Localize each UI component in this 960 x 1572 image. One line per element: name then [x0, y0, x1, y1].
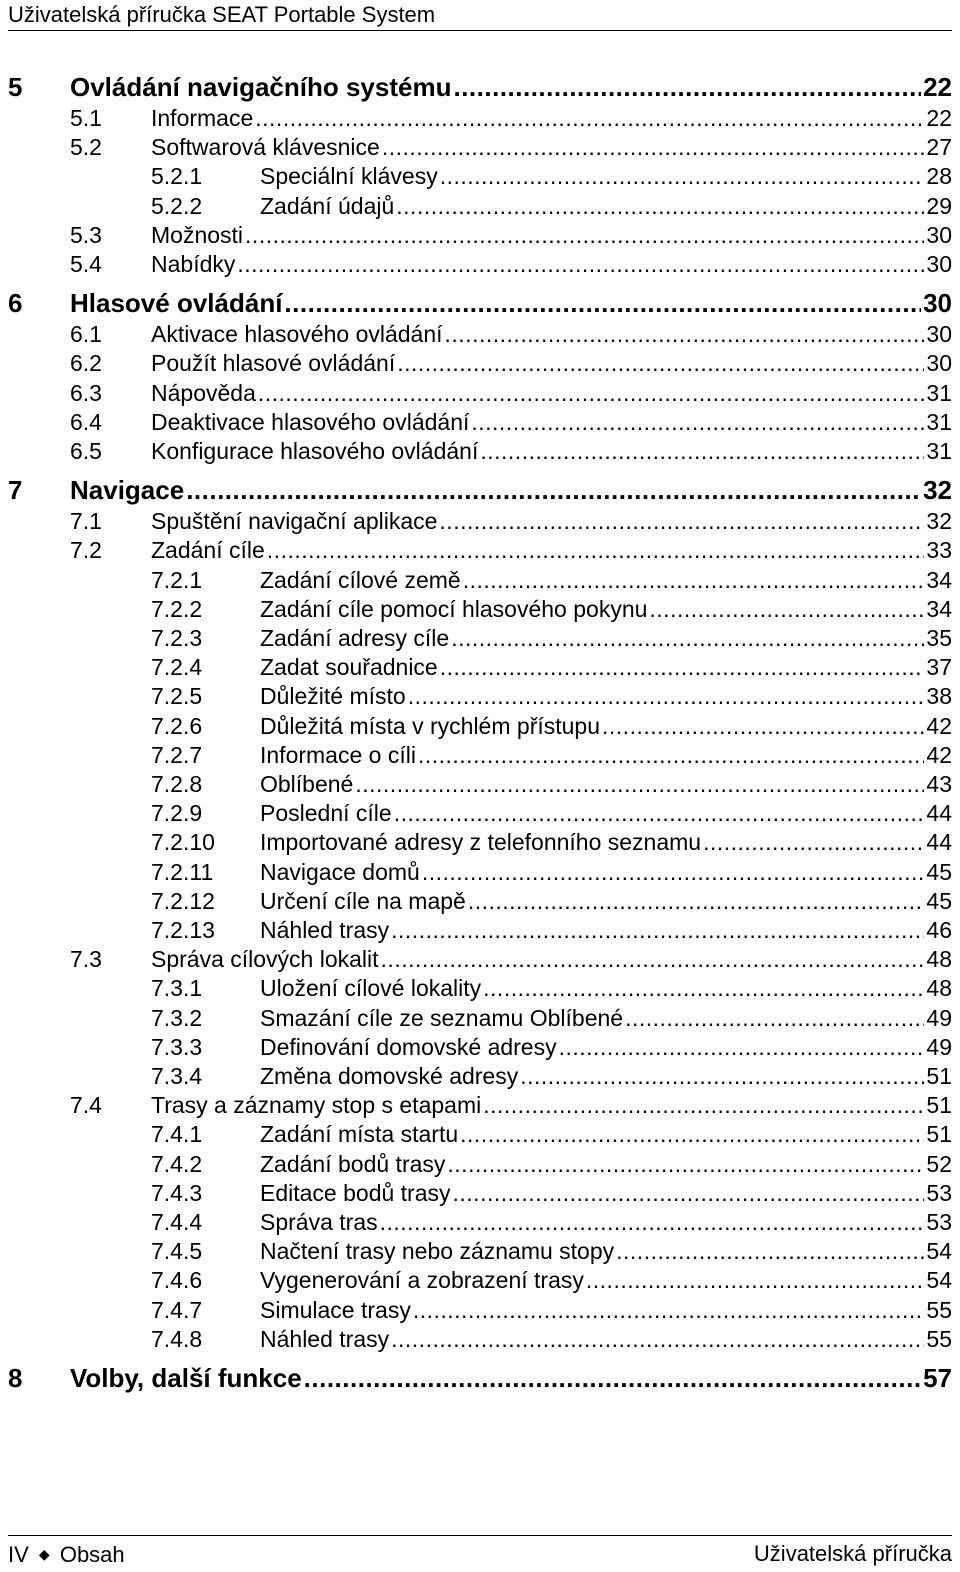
toc-entry-number: 7.2.11: [151, 858, 214, 885]
toc-leader-dots: [422, 858, 925, 887]
toc-leader-dots: [391, 916, 924, 945]
toc-entry[interactable]: [0, 1237, 952, 1266]
toc-entry-title: Vygenerování a zobrazení trasy: [260, 1267, 584, 1294]
toc-entry-number: 7.4.4: [151, 1209, 203, 1235]
toc-entry-body: [151, 349, 952, 378]
toc-entry-body: [151, 1091, 952, 1120]
toc-entry[interactable]: [0, 221, 952, 250]
toc-entry-body: [260, 1033, 952, 1062]
toc-leader-dots: [258, 379, 925, 408]
toc-entry-body: [151, 379, 952, 408]
toc-entry-body: [260, 1208, 952, 1237]
toc-leader-dots: [616, 1237, 924, 1266]
toc-entry[interactable]: [0, 320, 952, 349]
toc-entry-page: 51: [926, 1063, 952, 1089]
toc-entry-title: Navigace: [70, 475, 185, 506]
toc-leader-dots: [586, 1266, 925, 1295]
toc-entry-title: Nabídky: [151, 251, 236, 277]
toc-leader-dots: [463, 566, 925, 595]
toc-leader-dots: [396, 192, 924, 221]
toc-entry-body: [260, 974, 952, 1003]
toc-leader-dots: [649, 595, 924, 624]
toc-entry-body: [260, 1266, 952, 1295]
toc-entry[interactable]: [0, 741, 952, 770]
toc-entry-number: 7.4.3: [151, 1179, 203, 1206]
toc-entry-number: 5.3: [70, 221, 102, 248]
toc-entry-page: 38: [926, 683, 952, 710]
toc-entry-body: [260, 1120, 952, 1149]
toc-entry-page: 46: [926, 917, 952, 943]
toc-entry[interactable]: [0, 1033, 952, 1062]
toc-entry-page: 51: [926, 1092, 952, 1119]
toc-entry-title: Importované adresy z telefonního seznamu: [260, 829, 702, 856]
toc-entry-body: [151, 536, 952, 565]
toc-entry-title: Zadání místa startu: [260, 1121, 459, 1148]
footer-left: [8, 1541, 125, 1568]
toc-entry-body: [260, 1062, 952, 1091]
toc-entry-number: 7.3.4: [151, 1063, 203, 1089]
toc-entry-title: Trasy a záznamy stop s etapami: [151, 1092, 482, 1119]
toc-entry[interactable]: [0, 887, 952, 916]
toc-entry-number: 7.2.1: [151, 566, 203, 593]
toc-entry-title: Poslední cíle: [260, 800, 392, 827]
toc-entry-page: 55: [926, 1296, 952, 1323]
toc-leader-dots: [460, 1120, 924, 1149]
toc-chapter[interactable]: [0, 1361, 952, 1395]
toc-entry-title: Konfigurace hlasového ovládání: [151, 438, 479, 464]
page-header: [8, 0, 952, 31]
toc-entry-page: 49: [926, 1004, 952, 1031]
toc-entry-page: 48: [926, 975, 952, 1002]
toc-entry[interactable]: [0, 437, 952, 466]
footer-section: Obsah: [59, 1542, 125, 1567]
toc-entry-page: 35: [926, 625, 952, 651]
toc-entry-title: Informace: [151, 105, 254, 131]
toc-entry-body: [151, 104, 952, 133]
toc-entry-title: Navigace domů: [260, 858, 420, 885]
toc-entry[interactable]: [0, 682, 952, 711]
toc-entry[interactable]: [0, 192, 952, 221]
toc-entry-page: 45: [926, 858, 952, 885]
toc-entry[interactable]: [0, 162, 952, 191]
toc-entry-number: 5.2.2: [151, 192, 203, 219]
toc-leader-dots: [483, 974, 924, 1003]
toc-leader-dots: [520, 1062, 924, 1091]
toc-entry-number: 6.3: [70, 379, 102, 406]
toc-entry-title: Nápověda: [151, 379, 256, 406]
toc-entry-page: 30: [926, 251, 952, 277]
toc-entry-number: 7.2.8: [151, 771, 203, 797]
toc-leader-dots: [355, 770, 924, 799]
toc-entry-body: [260, 192, 952, 221]
toc-entry-page: 51: [926, 1121, 952, 1148]
toc-entry-title: Zadání údajů: [260, 192, 395, 219]
toc-leader-dots: [559, 1033, 925, 1062]
toc-entry-number: 7.2: [70, 537, 102, 564]
toc-entry-title: Určení cíle na mapě: [260, 887, 466, 914]
toc-entry-title: Oblíbené: [260, 771, 354, 797]
toc-entry-number: 7.4: [70, 1092, 102, 1119]
toc-entry-title: Zadání bodů trasy: [260, 1150, 446, 1177]
toc-entry[interactable]: [0, 1208, 952, 1237]
toc-entry-page: 32: [923, 475, 952, 506]
toc-entry-body: [260, 770, 952, 799]
toc-entry-number: 7.1: [70, 508, 102, 535]
toc-entry-title: Zadání cílové země: [260, 566, 461, 593]
toc-entry-page: 44: [926, 800, 952, 827]
toc-entry-page: 31: [926, 379, 952, 406]
toc-entry-number: 7.3: [70, 946, 102, 973]
document-title: Uživatelská příručka SEAT Portable System: [8, 2, 436, 27]
toc-entry-title: Informace o cíli: [260, 741, 416, 768]
toc-entry-number: 5.4: [70, 251, 102, 277]
toc-entry[interactable]: [0, 408, 952, 437]
toc-leader-dots: [408, 682, 925, 711]
toc-entry-page: 44: [926, 829, 952, 856]
toc-entry-number: 7.2.2: [151, 595, 203, 622]
toc-entry-number: 5.1: [70, 105, 102, 131]
toc-entry-title: Náhled trasy: [260, 1325, 390, 1352]
toc-chapter[interactable]: [0, 70, 952, 104]
toc-entry-number: 5: [8, 72, 23, 102]
toc-entry-page: 33: [926, 537, 952, 564]
toc-entry[interactable]: [0, 712, 952, 741]
toc-entry-number: 7: [8, 475, 23, 506]
toc-entry-page: 54: [926, 1267, 952, 1294]
toc-entry-title: Softwarová klávesnice: [151, 134, 380, 161]
toc-leader-dots: [451, 624, 924, 653]
toc-leader-dots: [483, 1091, 924, 1120]
toc-entry-title: Načtení trasy nebo záznamu stopy: [260, 1238, 615, 1265]
toc-entry-page: 53: [926, 1179, 952, 1206]
toc-entry-body: [260, 1179, 952, 1208]
toc-entry-title: Simulace trasy: [260, 1296, 411, 1323]
toc-entry-body: [70, 1361, 952, 1395]
toc-entry-body: [260, 1150, 952, 1179]
toc-entry-body: [70, 286, 952, 320]
toc-entry-body: [151, 133, 952, 162]
toc-leader-dots: [445, 320, 925, 349]
toc-entry[interactable]: [0, 1062, 952, 1091]
toc-entry-page: 22: [923, 72, 952, 102]
toc-entry-body: [260, 624, 952, 653]
toc-leader-dots: [245, 221, 924, 250]
toc-leader-dots: [453, 1179, 925, 1208]
toc-entry-title: Změna domovské adresy: [260, 1063, 519, 1089]
toc-entry-number: 6.4: [70, 408, 102, 435]
toc-entry[interactable]: [0, 945, 952, 974]
toc-entry-body: [151, 320, 952, 349]
toc-leader-dots: [284, 286, 921, 320]
toc-leader-dots: [418, 741, 924, 770]
toc-leader-dots: [447, 1150, 924, 1179]
toc-entry-page: 55: [926, 1325, 952, 1352]
toc-entry-body: [260, 1004, 952, 1033]
toc-entry[interactable]: [0, 133, 952, 162]
toc-leader-dots: [471, 408, 924, 437]
toc-entry-title: Důležitá místa v rychlém přístupu: [260, 712, 601, 739]
toc-entry-title: Hlasové ovládání: [70, 288, 283, 319]
toc-leader-dots: [382, 133, 925, 162]
diamond-icon: ◆: [38, 1546, 50, 1562]
toc-entry-page: 31: [926, 408, 952, 435]
toc-entry-number: 6.1: [70, 321, 102, 348]
toc-entry-page: 22: [926, 105, 952, 131]
toc-entry-title: Zadání cíle pomocí hlasového pokynu: [260, 595, 648, 622]
toc-entry-number: 7.2.3: [151, 625, 203, 651]
toc-entry-number: 5.2: [70, 134, 102, 161]
toc-entry-body: [151, 221, 952, 250]
toc-entry-body: [260, 1325, 952, 1354]
toc-entry-title: Použít hlasové ovládání: [151, 350, 396, 377]
toc-entry-title: Zadání adresy cíle: [260, 625, 450, 651]
toc-entry-number: 7.2.6: [151, 712, 203, 739]
toc-leader-dots: [237, 250, 924, 279]
toc-entry-page: 42: [926, 741, 952, 768]
toc-entry[interactable]: [0, 624, 952, 653]
toc-entry-body: [151, 945, 952, 974]
toc-entry-title: Správa cílových lokalit: [151, 946, 379, 973]
toc-entry-page: 42: [926, 712, 952, 739]
toc-leader-dots: [453, 70, 921, 104]
toc-entry-number: 7.4.6: [151, 1267, 203, 1294]
toc-entry-number: 7.3.2: [151, 1004, 203, 1031]
toc-entry[interactable]: [0, 1296, 952, 1325]
toc-entry[interactable]: [0, 1120, 952, 1149]
toc-entry-body: [151, 408, 952, 437]
toc-entry[interactable]: [0, 828, 952, 857]
toc-entry-body: [260, 858, 952, 887]
toc-entry-body: [151, 507, 952, 536]
toc-entry-body: [260, 595, 952, 624]
toc-entry[interactable]: [0, 349, 952, 378]
toc-entry[interactable]: [0, 653, 952, 682]
toc-leader-dots: [255, 104, 924, 133]
toc-entry-body: [260, 828, 952, 857]
toc-entry-title: Možnosti: [151, 221, 244, 248]
toc-entry[interactable]: [0, 536, 952, 565]
toc-entry-title: Zadat souřadnice: [260, 654, 438, 681]
toc-entry[interactable]: [0, 507, 952, 536]
toc-leader-dots: [304, 1361, 921, 1395]
toc-entry-title: Náhled trasy: [260, 917, 390, 943]
toc-leader-dots: [625, 1004, 924, 1033]
toc-leader-dots: [440, 162, 925, 191]
toc-entry-title: Uložení cílové lokality: [260, 975, 482, 1002]
toc-entry-body: [260, 653, 952, 682]
toc-entry-number: 7.2.4: [151, 654, 203, 681]
toc-leader-dots: [413, 1296, 925, 1325]
toc-leader-dots: [380, 1208, 925, 1237]
toc-entry[interactable]: [0, 1004, 952, 1033]
toc-leader-dots: [468, 887, 925, 916]
toc-entry-title: Definování domovské adresy: [260, 1033, 557, 1060]
toc-entry-number: 7.4.7: [151, 1296, 203, 1323]
toc-entry-page: 30: [926, 321, 952, 348]
toc-entry-title: Důležité místo: [260, 683, 406, 710]
toc-entry-page: 48: [926, 946, 952, 973]
toc-entry-body: [260, 1296, 952, 1325]
toc-entry-page: 37: [926, 654, 952, 681]
toc-entry-page: 52: [926, 1150, 952, 1177]
footer-book-title: Uživatelská příručka: [753, 1541, 952, 1566]
toc-entry-number: 5.2.1: [151, 163, 203, 190]
toc-entry-title: Deaktivace hlasového ovládání: [151, 408, 470, 435]
toc-entry-title: Správa tras: [260, 1209, 378, 1235]
toc-entry-page: 34: [926, 595, 952, 622]
toc-entry[interactable]: [0, 1325, 952, 1354]
toc-entry-page: 43: [926, 771, 952, 797]
toc-entry-body: [70, 473, 952, 507]
toc-leader-dots: [703, 828, 924, 857]
toc-entry-title: Volby, další funkce: [70, 1363, 302, 1393]
toc-entry-number: 7.4.1: [151, 1121, 203, 1148]
toc-entry[interactable]: [0, 1266, 952, 1295]
toc-entry-title: Smazání cíle ze seznamu Oblíbené: [260, 1004, 624, 1031]
toc-entry-body: [151, 437, 952, 466]
toc-entry-page: 57: [923, 1363, 952, 1393]
toc-entry-number: 7.4.2: [151, 1150, 203, 1177]
toc-entry-number: 7.3.1: [151, 975, 203, 1002]
toc-entry-number: 7.4.5: [151, 1238, 203, 1265]
toc-entry[interactable]: [0, 799, 952, 828]
toc-entry-body: [260, 682, 952, 711]
footer-page-label: IV: [8, 1542, 29, 1567]
page-footer: [8, 1535, 952, 1572]
toc-entry[interactable]: [0, 566, 952, 595]
toc-leader-dots: [186, 473, 921, 507]
toc-entry-title: Aktivace hlasového ovládání: [151, 321, 443, 348]
toc-entry-number: 7.2.7: [151, 741, 203, 768]
toc-leader-dots: [391, 1325, 924, 1354]
toc-entry[interactable]: [0, 770, 952, 799]
toc-entry-number: 6.5: [70, 438, 102, 464]
toc-entry-page: 49: [926, 1033, 952, 1060]
toc-leader-dots: [397, 349, 924, 378]
toc-entry-body: [260, 1237, 952, 1266]
toc-entry-body: [260, 799, 952, 828]
toc-entry-page: 45: [926, 887, 952, 914]
toc-leader-dots: [381, 945, 925, 974]
toc-entry[interactable]: [0, 595, 952, 624]
toc-entry-number: 7.2.5: [151, 683, 203, 710]
toc-entry-title: Spuštění navigační aplikace: [151, 508, 438, 535]
toc-entry-title: Speciální klávesy: [260, 163, 438, 190]
toc-entry-page: 31: [926, 438, 952, 464]
toc-entry-number: 6.2: [70, 350, 102, 377]
toc-entry-page: 30: [926, 221, 952, 248]
toc-entry-page: 34: [926, 566, 952, 593]
toc-entry-number: 7.2.13: [151, 917, 215, 943]
toc-chapter[interactable]: [0, 473, 952, 507]
toc-entry-page: 28: [926, 163, 952, 190]
toc-entry[interactable]: [0, 974, 952, 1003]
toc-entry-body: [70, 70, 952, 104]
toc-entry[interactable]: [0, 1150, 952, 1179]
toc-entry-title: Ovládání navigačního systému: [70, 72, 452, 102]
toc-entry-page: 32: [926, 508, 952, 535]
toc-entry-body: [260, 162, 952, 191]
toc-entry-number: 7.2.12: [151, 887, 215, 914]
toc-entry-body: [260, 566, 952, 595]
toc-leader-dots: [602, 712, 924, 741]
toc-entry[interactable]: [0, 379, 952, 408]
toc-entry[interactable]: [0, 1091, 952, 1120]
toc-entry[interactable]: [0, 916, 952, 945]
toc-leader-dots: [440, 653, 925, 682]
toc-entry-body: [260, 712, 952, 741]
toc-leader-dots: [394, 799, 925, 828]
toc-leader-dots: [267, 536, 925, 565]
toc-entry-page: 54: [926, 1238, 952, 1265]
toc-entry-title: Editace bodů trasy: [260, 1179, 451, 1206]
toc-entry-number: 6: [8, 288, 23, 319]
toc-entry-number: 7.2.9: [151, 800, 203, 827]
toc-entry-number: 7.2.10: [151, 829, 215, 856]
toc-entry[interactable]: [0, 104, 952, 133]
toc-entry-page: 30: [923, 288, 952, 319]
toc-entry-page: 27: [926, 134, 952, 161]
toc-entry-body: [260, 916, 952, 945]
toc-leader-dots: [439, 507, 924, 536]
toc-entry-page: 29: [926, 192, 952, 219]
toc-chapter[interactable]: [0, 286, 952, 320]
toc-leader-dots: [480, 437, 924, 466]
toc-entry-number: 8: [8, 1363, 23, 1393]
toc-entry-body: [260, 887, 952, 916]
toc-entry[interactable]: [0, 250, 952, 279]
toc-entry-body: [260, 741, 952, 770]
toc-entry-body: [151, 250, 952, 279]
toc-entry[interactable]: [0, 1179, 952, 1208]
toc-entry-title: Zadání cíle: [151, 537, 265, 564]
toc-entry-number: 7.3.3: [151, 1033, 203, 1060]
toc-entry[interactable]: [0, 858, 952, 887]
toc-entry-page: 30: [926, 350, 952, 377]
toc-entry-number: 7.4.8: [151, 1325, 203, 1352]
toc-entry-page: 53: [926, 1209, 952, 1235]
